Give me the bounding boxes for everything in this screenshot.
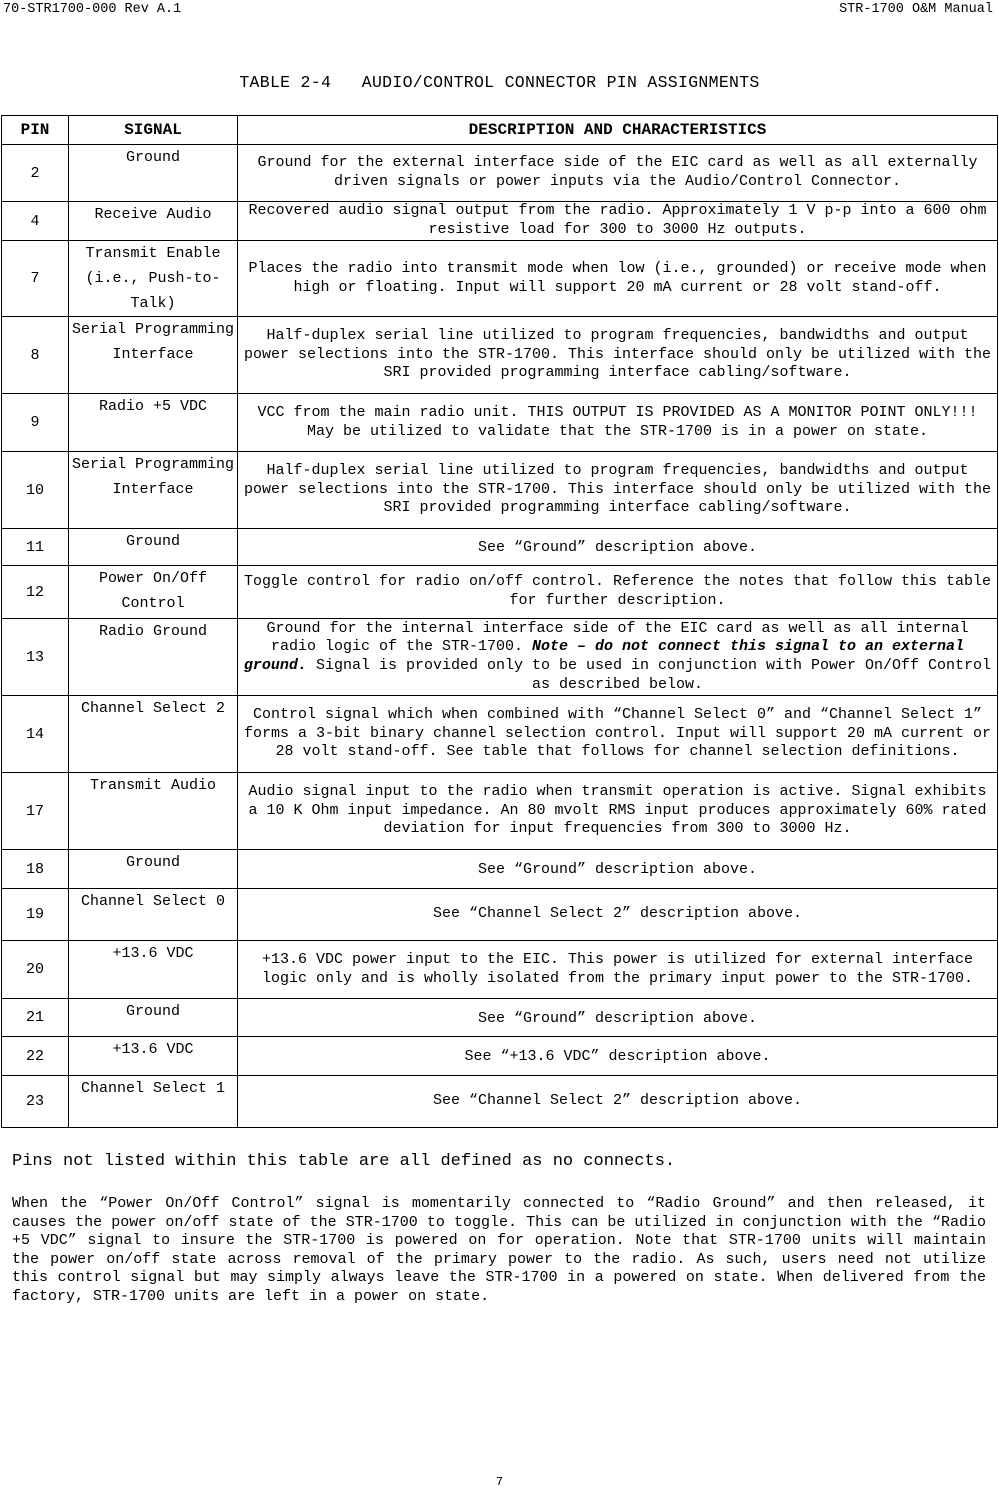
pin-number: 8 bbox=[2, 317, 69, 394]
signal-name: Serial Programming Interface bbox=[69, 317, 238, 394]
signal-description: See “Ground” description above. bbox=[238, 999, 998, 1037]
signal-description: Audio signal input to the radio when transmit operation is active. Signal exhibits a 10 K Ohm input impedance. An 80 mvolt RMS input produces approximately 60% rated deviation for input frequencies from 300 to 3000 Hz. bbox=[238, 773, 998, 850]
pin-number: 23 bbox=[2, 1076, 69, 1128]
signal-description: See “Ground” description above. bbox=[238, 850, 998, 889]
description-text: Ground for the internal interface side of the EIC card as well as all internal radio logic of the STR-1700. bbox=[266, 619, 969, 656]
warning-note: Note – do not connect this signal to an external ground. bbox=[243, 638, 965, 674]
pin-number: 18 bbox=[2, 850, 69, 889]
table-row bbox=[2, 317, 998, 394]
description-text: Signal is provided only to be used in conjunction with Power On/Off Control as described below. bbox=[306, 657, 992, 693]
power-control-note: When the “Power On/Off Control” signal is momentarily connected to “Radio Ground” and then released, it causes the power on/off state of the STR-1700 to toggle. This can be utilized in conjunction with the “Radio +5 VDC” signal to insure the STR-1700 is powered on for operation. Note that STR-1700 units will maintain the power on/off state across removal of the primary power to the radio. As such, users need not utilize this control signal but may simply always leave the STR-1700 in a powered on state. When delivered from the factory, STR-1700 units are left in a power on state. bbox=[12, 1195, 986, 1305]
table-row bbox=[2, 696, 998, 773]
pin-number: 19 bbox=[2, 889, 69, 941]
signal-description: Ground for the external interface side of the EIC card as well as all externally driven signals or power inputs via the Audio/Control Connector. bbox=[238, 145, 998, 202]
signal-name: +13.6 VDC bbox=[69, 941, 238, 999]
table-row bbox=[2, 1037, 998, 1076]
column-header-description: DESCRIPTION AND CHARACTERISTICS bbox=[238, 116, 998, 145]
pin-number: 20 bbox=[2, 941, 69, 999]
table-row bbox=[2, 619, 998, 696]
signal-description: Toggle control for radio on/off control. Reference the notes that follow this table for further description. bbox=[238, 566, 998, 619]
table-row bbox=[2, 566, 998, 619]
signal-description: Half-duplex serial line utilized to program frequencies, bandwidths and output power selections into the STR-1700. This interface should only be utilized with the SRI provided programming interface cabling/software. bbox=[238, 317, 998, 394]
pin-number: 21 bbox=[2, 999, 69, 1037]
signal-name: +13.6 VDC bbox=[69, 1037, 238, 1076]
signal-name: Channel Select 1 bbox=[69, 1076, 238, 1128]
signal-description: Places the radio into transmit mode when low (i.e., grounded) or receive mode when high or floating. Input will support 20 mA current or 28 volt stand-off. bbox=[238, 241, 998, 317]
pin-number: 12 bbox=[2, 566, 69, 619]
table-row bbox=[2, 202, 998, 241]
table-row bbox=[2, 145, 998, 202]
pin-number: 14 bbox=[2, 696, 69, 773]
signal-description: VCC from the main radio unit. THIS OUTPUT IS PROVIDED AS A MONITOR POINT ONLY!!! May be utilized to validate that the STR-1700 is in a power on state. bbox=[238, 394, 998, 452]
table-row bbox=[2, 850, 998, 889]
header-doc-number: 70-STR1700-000 Rev A.1 bbox=[3, 2, 182, 17]
signal-description: Recovered audio signal output from the radio. Approximately 1 V p-p into a 600 ohm resistive load for 300 to 3000 Hz outputs. bbox=[238, 202, 998, 241]
pin-number: 11 bbox=[2, 529, 69, 566]
signal-description: +13.6 VDC power input to the EIC. This power is utilized for external interface logic only and is wholly isolated from the primary input power to the STR-1700. bbox=[238, 941, 998, 999]
column-header-signal: SIGNAL bbox=[69, 116, 238, 145]
signal-name: Power On/Off Control bbox=[69, 566, 238, 619]
signal-description: See “Channel Select 2” description above. bbox=[238, 889, 998, 941]
table-row bbox=[2, 941, 998, 999]
signal-description bbox=[238, 619, 998, 696]
signal-name: Channel Select 0 bbox=[69, 889, 238, 941]
pin-number: 7 bbox=[2, 241, 69, 317]
signal-name: Receive Audio bbox=[69, 202, 238, 241]
signal-name: Ground bbox=[69, 850, 238, 889]
column-header-pin: PIN bbox=[2, 116, 69, 145]
table-row bbox=[2, 394, 998, 452]
signal-name: Transmit Enable (i.e., Push-to-Talk) bbox=[69, 241, 238, 317]
pin-number: 9 bbox=[2, 394, 69, 452]
table-row bbox=[2, 1076, 998, 1128]
signal-name: Channel Select 2 bbox=[69, 696, 238, 773]
no-connects-note: Pins not listed within this table are all defined as no connects. bbox=[12, 1152, 676, 1171]
page-number: 7 bbox=[495, 1475, 504, 1489]
pin-number: 4 bbox=[2, 202, 69, 241]
table-row bbox=[2, 999, 998, 1037]
signal-description: See “+13.6 VDC” description above. bbox=[238, 1037, 998, 1076]
pin-number: 10 bbox=[2, 452, 69, 529]
table-row bbox=[2, 529, 998, 566]
signal-name: Serial Programming Interface bbox=[69, 452, 238, 529]
signal-name: Ground bbox=[69, 145, 238, 202]
signal-name: Ground bbox=[69, 529, 238, 566]
table-row bbox=[2, 452, 998, 529]
signal-name: Radio +5 VDC bbox=[69, 394, 238, 452]
signal-name: Radio Ground bbox=[69, 619, 238, 696]
signal-description: Half-duplex serial line utilized to program frequencies, bandwidths and output power selections into the STR-1700. This interface should only be utilized with the SRI provided programming interface cabling/software. bbox=[238, 452, 998, 529]
signal-name: Transmit Audio bbox=[69, 773, 238, 850]
pin-number: 22 bbox=[2, 1037, 69, 1076]
pin-assignment-table bbox=[1, 115, 998, 1128]
table-header-row bbox=[2, 116, 998, 145]
signal-description: See “Ground” description above. bbox=[238, 529, 998, 566]
pin-number: 2 bbox=[2, 145, 69, 202]
header-manual-title: STR-1700 O&M Manual bbox=[839, 2, 993, 17]
table-row bbox=[2, 773, 998, 850]
signal-name: Ground bbox=[69, 999, 238, 1037]
pin-number: 13 bbox=[2, 619, 69, 696]
table-row bbox=[2, 241, 998, 317]
table-title: TABLE 2-4 AUDIO/CONTROL CONNECTOR PIN ASSIGNMENTS bbox=[239, 73, 760, 92]
signal-description: See “Channel Select 2” description above. bbox=[238, 1076, 998, 1128]
signal-description: Control signal which when combined with “Channel Select 0” and “Channel Select 1” forms a 3-bit binary channel selection control. Input will support 20 mA current or 28 volt stand-off. See table that follows for channel selection definitions. bbox=[238, 696, 998, 773]
pin-number: 17 bbox=[2, 773, 69, 850]
table-row bbox=[2, 889, 998, 941]
